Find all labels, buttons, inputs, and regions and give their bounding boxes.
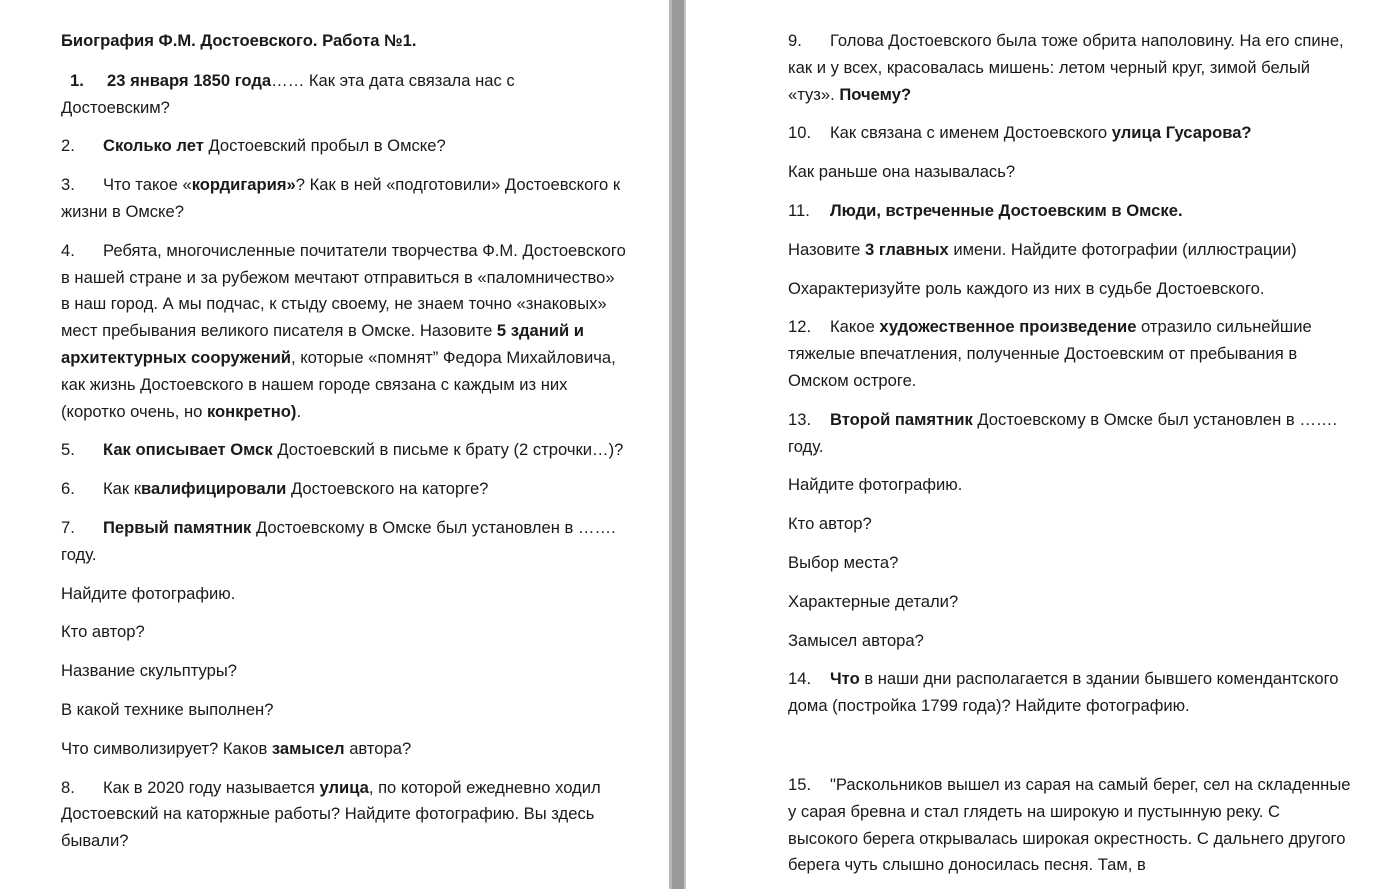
question-bold-text: 23 января 1850 года xyxy=(107,70,272,90)
question-bold-text: улица Гусарова? xyxy=(1111,123,1252,143)
sub-question-line: Охарактеризуйте роль каждого из них в судьбе Достоевского. xyxy=(788,278,1265,298)
question-4 xyxy=(61,238,626,426)
document-title xyxy=(61,28,626,55)
question-3 xyxy=(61,172,626,226)
question-number: 5. xyxy=(61,440,75,460)
question-bold-text: Почему? xyxy=(839,84,912,104)
question-6 xyxy=(61,476,626,503)
question-number: 15. xyxy=(788,774,812,794)
sub-question-line xyxy=(61,736,626,763)
question-13 xyxy=(788,407,1353,461)
question-number: 1. xyxy=(70,70,84,90)
question-text: "Раскольников вышел из сарая на самый берег, сел на складенные у сарая бревна и стал глядеть на широкую и пустынную реку. С высокого берега открывалась широкая окрестность. С дальнего другого берега чуть слышно доносилась песня. Там, в xyxy=(788,774,1351,875)
question-7 xyxy=(61,515,626,569)
spacer xyxy=(788,732,1353,772)
question-9 xyxy=(788,28,1353,108)
question-bold-text: валифицировали xyxy=(141,479,287,499)
question-text: Что такое « xyxy=(103,175,192,195)
sub-question-line: Кто автор? xyxy=(61,622,145,642)
question-text: Ребята, многочисленные почитатели творчества Ф.М. Достоевского в нашей стране и за рубежом мечтают отправиться в «паломничество» в наш город. А мы подчас, к стыду своему, не знаем точно «знаковых» мест пребывания великого писателя в Омске. Назовите xyxy=(61,240,626,341)
sub-question-line: Найдите фотографию. xyxy=(61,583,236,603)
question-text: Как связана с именем Достоевского xyxy=(830,123,1112,143)
question-bold-text: художественное произведение xyxy=(879,317,1137,337)
question-text: Как к xyxy=(103,479,142,499)
sub-question-line: Найдите фотографию. xyxy=(788,475,963,495)
question-text: Достоевский пробыл в Омске? xyxy=(203,136,446,156)
question-bold-text: замысел xyxy=(271,738,345,758)
question-text: …… Как эта дата связала нас с Достоевским? xyxy=(61,70,515,117)
question-10 xyxy=(788,120,1353,147)
question-2 xyxy=(61,133,626,160)
question-text: Назовите xyxy=(788,239,866,259)
question-number: 3. xyxy=(61,175,75,195)
question-number: 7. xyxy=(61,517,75,537)
question-text: ? Как в ней «подготовили» Достоевского к жизни в Омске? xyxy=(61,175,621,221)
question-bold-text: 3 главных xyxy=(865,239,949,259)
question-bold-text: Как описывает Омск xyxy=(103,440,273,460)
question-text: , которые «помнят” Федора Михайловича, как жизнь Достоевского в нашем городе связана с каждым из них (коротко очень, но xyxy=(61,347,616,421)
question-bold-text: Что xyxy=(830,669,860,689)
sub-question-line: Замысел автора? xyxy=(788,630,924,650)
question-text: Какое xyxy=(830,317,880,337)
question-text: . xyxy=(296,401,302,421)
question-number: 11. xyxy=(788,200,810,220)
question-text: Что символизирует? Каков xyxy=(61,738,272,758)
question-number: 4. xyxy=(61,240,75,260)
question-number: 12. xyxy=(788,317,812,337)
question-15 xyxy=(788,772,1353,879)
question-14 xyxy=(788,666,1353,720)
question-8 xyxy=(61,775,626,855)
question-bold-text: Люди, встреченные Достоевским в Омске. xyxy=(830,200,1183,220)
document-page-right xyxy=(686,0,1377,889)
question-number: 14. xyxy=(788,669,812,689)
question-5 xyxy=(61,437,626,464)
question-text: отразило сильнейшие тяжелые впечатления, полученные Достоевским от пребывания в Омском остроге. xyxy=(788,317,1312,390)
question-text: Достоевский в письме к брату (2 строчки…)? xyxy=(272,440,624,460)
question-text: Достоевскому в Омске был установлен в ……. году. xyxy=(788,409,1338,456)
question-text: имени. Найдите фотографии (иллюстрации) xyxy=(948,239,1297,259)
question-number: 8. xyxy=(61,777,75,797)
sub-question-line: В какой технике выполнен? xyxy=(61,699,274,719)
sub-question-line xyxy=(788,237,1353,264)
question-text: Голова Достоевского была тоже обрита наполовину. На его спине, как и у всех, красовалась мишень: летом черный круг, зимой белый «туз». xyxy=(788,31,1344,104)
question-number: 10. xyxy=(788,123,812,143)
question-text: , по которой ежедневно ходил Достоевский на каторжные работы? Найдите фотографию. Вы здесь бывали? xyxy=(61,777,601,851)
question-bold-text: улица xyxy=(319,777,369,797)
question-number: 6. xyxy=(61,479,75,499)
question-bold-text: Сколько лет xyxy=(103,136,204,156)
question-text: Достоевскому в Омске был установлен в ……. году. xyxy=(61,517,616,564)
sub-question-line: Как раньше она называлась? xyxy=(788,162,1016,182)
sub-question-line: Название скульптуры? xyxy=(61,661,238,681)
question-number: 2. xyxy=(61,136,75,156)
page-left-content xyxy=(61,28,626,867)
question-number: 9. xyxy=(788,31,802,50)
question-bold-text: Второй памятник xyxy=(830,409,973,429)
document-page-left xyxy=(0,0,669,889)
gutter-edge xyxy=(669,0,672,889)
question-text: автора? xyxy=(344,738,412,758)
question-bold-text: Первый памятник xyxy=(103,517,252,537)
question-1 xyxy=(61,68,626,122)
question-text: Достоевского на каторге? xyxy=(286,479,489,499)
page-right-content xyxy=(788,28,1353,889)
question-text: в наши дни располагается в здании бывшего комендантского дома (постройка 1799 года)? Найдите фотографию. xyxy=(788,669,1339,716)
question-number: 13. xyxy=(788,409,812,429)
question-bold-text: конкретно) xyxy=(206,401,297,421)
question-bold-text: 5 зданий и архитектурных сооружений xyxy=(61,321,585,367)
question-11 xyxy=(788,198,1353,225)
sub-question-line: Характерные детали? xyxy=(788,591,959,611)
question-text: Как в 2020 году называется xyxy=(103,777,320,797)
title-text: Биография Ф.М. Достоевского. Работа №1. xyxy=(61,31,417,50)
question-12 xyxy=(788,314,1353,394)
question-bold-text: кордигария» xyxy=(191,175,296,195)
sub-question-line: Кто автор? xyxy=(788,514,872,534)
sub-question-line: Выбор места? xyxy=(788,552,899,572)
